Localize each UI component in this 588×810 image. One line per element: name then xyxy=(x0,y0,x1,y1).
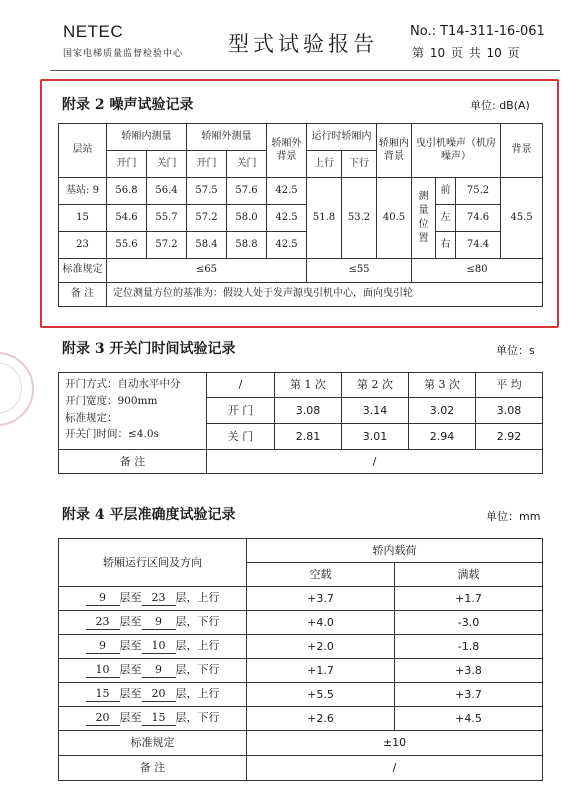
cell-trial-1: 3.08 xyxy=(275,398,342,424)
appendix2-title: 附录 2 噪声试验记录 xyxy=(62,97,194,113)
door-width: 开门宽度：900mm xyxy=(65,394,158,407)
cell-section xyxy=(59,683,247,707)
brand-logo-text: NETEC xyxy=(63,22,124,41)
floor-word: 层至 xyxy=(119,615,142,629)
cell-floor: 23 xyxy=(59,232,107,259)
floor-from: 20 xyxy=(86,711,120,726)
note-text: 定位测量方位的基准为：假设人处于发声源曳引机中心，面向曳引轮 xyxy=(107,283,543,307)
table-row xyxy=(59,178,543,205)
floor-word: 层至 xyxy=(119,687,142,701)
table-row xyxy=(59,659,543,683)
appendix2-unit: 单位: dB(A) xyxy=(470,99,530,112)
header-bg: 背景 xyxy=(501,124,543,178)
note-row xyxy=(59,756,543,781)
note-label: 备 注 xyxy=(59,450,207,474)
floor-from: 10 xyxy=(86,663,120,678)
row-label-open: 开 门 xyxy=(207,398,275,424)
cell-trial-2: 3.01 xyxy=(342,424,409,450)
direction: 上行 xyxy=(197,687,220,701)
floor-word: 层至 xyxy=(119,711,142,725)
table-row xyxy=(59,205,543,232)
cell-full: +4.5 xyxy=(395,707,543,731)
door-time-table xyxy=(58,372,543,474)
cell-section xyxy=(59,635,247,659)
header-floor: 层站 xyxy=(59,124,107,178)
standard-run: ≤55 xyxy=(307,259,412,283)
cell-floor: 基站: 9 xyxy=(59,178,107,205)
cell-position: 右 xyxy=(436,232,456,259)
floor-to: 9 xyxy=(142,615,176,630)
cell-out-open: 58.4 xyxy=(187,232,227,259)
cell-in-close: 57.2 xyxy=(147,232,187,259)
noise-table xyxy=(58,123,543,307)
cell-trial-1: 2.81 xyxy=(275,424,342,450)
standard-value: ±10 xyxy=(247,731,543,756)
brand-subtitle: 国家电梯质量监督检验中心 xyxy=(63,49,184,59)
report-title: 型式试验报告 xyxy=(228,32,378,56)
table-row xyxy=(59,611,543,635)
floor-word: 层至 xyxy=(119,663,142,677)
door-standard-label: 标准规定： xyxy=(65,411,118,424)
header-trial-2: 第 2 次 xyxy=(342,373,409,398)
cell-run-down: 53.2 xyxy=(342,178,377,259)
floor-end: 层， xyxy=(175,615,198,629)
floor-to: 10 xyxy=(142,639,176,654)
cell-section xyxy=(59,611,247,635)
direction: 下行 xyxy=(197,663,220,677)
cell-section xyxy=(59,707,247,731)
cell-out-bg: 42.5 xyxy=(267,205,307,232)
header-close: 关门 xyxy=(147,151,187,178)
cell-empty: +1.7 xyxy=(247,659,395,683)
header-section: 轿厢运行区间及方向 xyxy=(59,539,247,587)
cell-out-close: 57.6 xyxy=(227,178,267,205)
header-load: 轿内载荷 xyxy=(247,539,543,563)
floor-to: 9 xyxy=(142,663,176,678)
standard-label: 标准规定 xyxy=(59,259,107,283)
cell-in-bg: 40.5 xyxy=(377,178,412,259)
header-in-bg: 轿厢内背景 xyxy=(377,124,412,178)
cell-empty: +2.0 xyxy=(247,635,395,659)
row-label-close: 关 门 xyxy=(207,424,275,450)
header-in-car: 轿厢内测量 xyxy=(107,124,187,151)
cell-section xyxy=(59,659,247,683)
standard-row xyxy=(59,259,543,283)
page-indicator: 第 10 页 共 10 页 xyxy=(412,46,520,60)
cell-machine: 74.4 xyxy=(456,232,501,259)
direction: 下行 xyxy=(197,615,220,629)
cell-position: 前 xyxy=(436,178,456,205)
cell-machine: 75.2 xyxy=(456,178,501,205)
cell-full: -3.0 xyxy=(395,611,543,635)
appendix3-unit: 单位：s xyxy=(496,344,535,357)
cell-machine-bg: 45.5 xyxy=(501,178,543,259)
table-row xyxy=(59,707,543,731)
note-label: 备 注 xyxy=(59,283,107,307)
cell-full: +1.7 xyxy=(395,587,543,611)
direction: 上行 xyxy=(197,639,220,653)
cell-measure-position: 测量位置 xyxy=(412,178,436,259)
note-label: 备 注 xyxy=(59,756,247,781)
leveling-table xyxy=(58,538,543,781)
cell-in-close: 56.4 xyxy=(147,178,187,205)
cell-in-close: 55.7 xyxy=(147,205,187,232)
standard-label: 标准规定 xyxy=(59,731,247,756)
header-out-bg: 轿厢外背景 xyxy=(267,124,307,178)
cell-trial-3: 3.02 xyxy=(409,398,476,424)
cell-trial-3: 2.94 xyxy=(409,424,476,450)
table-row xyxy=(59,232,543,259)
standard-door: ≤65 xyxy=(107,259,307,283)
cell-run-up: 51.8 xyxy=(307,178,342,259)
floor-from: 15 xyxy=(86,687,120,702)
table-row xyxy=(59,683,543,707)
table-row xyxy=(59,587,543,611)
header-slash: / xyxy=(207,373,275,398)
floor-from: 23 xyxy=(86,615,120,630)
cell-average: 2.92 xyxy=(476,424,543,450)
cell-empty: +2.6 xyxy=(247,707,395,731)
direction: 下行 xyxy=(197,711,220,725)
direction: 上行 xyxy=(197,591,220,605)
note-value: / xyxy=(207,450,543,474)
cell-full: -1.8 xyxy=(395,635,543,659)
cell-out-bg: 42.5 xyxy=(267,178,307,205)
standard-row xyxy=(59,731,543,756)
floor-end: 层， xyxy=(175,687,198,701)
header-close: 关门 xyxy=(227,151,267,178)
header-trial-3: 第 3 次 xyxy=(409,373,476,398)
cell-empty: +4.0 xyxy=(247,611,395,635)
header-empty: 空载 xyxy=(247,563,395,587)
door-time-standard: 开关门时间：≤4.0s xyxy=(65,428,159,441)
cell-empty: +5.5 xyxy=(247,683,395,707)
cell-full: +3.8 xyxy=(395,659,543,683)
header-trial-1: 第 1 次 xyxy=(275,373,342,398)
cell-position: 左 xyxy=(436,205,456,232)
cell-out-open: 57.5 xyxy=(187,178,227,205)
cell-average: 3.08 xyxy=(476,398,543,424)
cell-floor: 15 xyxy=(59,205,107,232)
header-down: 下行 xyxy=(342,151,377,178)
floor-from: 9 xyxy=(86,639,120,654)
header-out-car: 轿厢外测量 xyxy=(187,124,267,151)
appendix4-title: 附录 4 平层准确度试验记录 xyxy=(62,507,236,523)
floor-word: 层至 xyxy=(119,591,142,605)
door-open-method: 开门方式：自动水平中分 xyxy=(65,378,181,390)
header-full: 满载 xyxy=(395,563,543,587)
table-row xyxy=(59,635,543,659)
floor-end: 层， xyxy=(175,639,198,653)
report-number: No.: T14-311-16-061 xyxy=(410,24,545,39)
floor-end: 层， xyxy=(175,663,198,677)
floor-to: 23 xyxy=(142,591,176,606)
cell-full: +3.7 xyxy=(395,683,543,707)
cell-in-open: 54.6 xyxy=(107,205,147,232)
cell-out-bg: 42.5 xyxy=(267,232,307,259)
cell-in-open: 55.6 xyxy=(107,232,147,259)
floor-end: 层， xyxy=(175,591,198,605)
header-machine: 曳引机噪声（机房噪声） xyxy=(412,124,501,178)
appendix4-unit: 单位：mm xyxy=(486,510,541,523)
note-row xyxy=(59,450,543,474)
header-open: 开门 xyxy=(107,151,147,178)
header-running: 运行时轿厢内 xyxy=(307,124,377,151)
floor-to: 20 xyxy=(142,687,176,702)
note-value: / xyxy=(247,756,543,781)
header-open: 开门 xyxy=(187,151,227,178)
cell-trial-2: 3.14 xyxy=(342,398,409,424)
floor-word: 层至 xyxy=(119,639,142,653)
cell-out-close: 58.0 xyxy=(227,205,267,232)
floor-to: 15 xyxy=(142,711,176,726)
cell-machine: 74.6 xyxy=(456,205,501,232)
cell-section xyxy=(59,587,247,611)
header-up: 上行 xyxy=(307,151,342,178)
appendix3-title: 附录 3 开关门时间试验记录 xyxy=(62,341,236,357)
door-info-cell xyxy=(59,373,207,450)
cell-out-open: 57.2 xyxy=(187,205,227,232)
header-divider xyxy=(50,70,560,71)
floor-end: 层， xyxy=(175,711,198,725)
cell-empty: +3.7 xyxy=(247,587,395,611)
cell-out-close: 58.8 xyxy=(227,232,267,259)
standard-machine: ≤80 xyxy=(412,259,543,283)
header-average: 平 均 xyxy=(476,373,543,398)
floor-from: 9 xyxy=(86,591,120,606)
cell-in-open: 56.8 xyxy=(107,178,147,205)
note-row xyxy=(59,283,543,307)
